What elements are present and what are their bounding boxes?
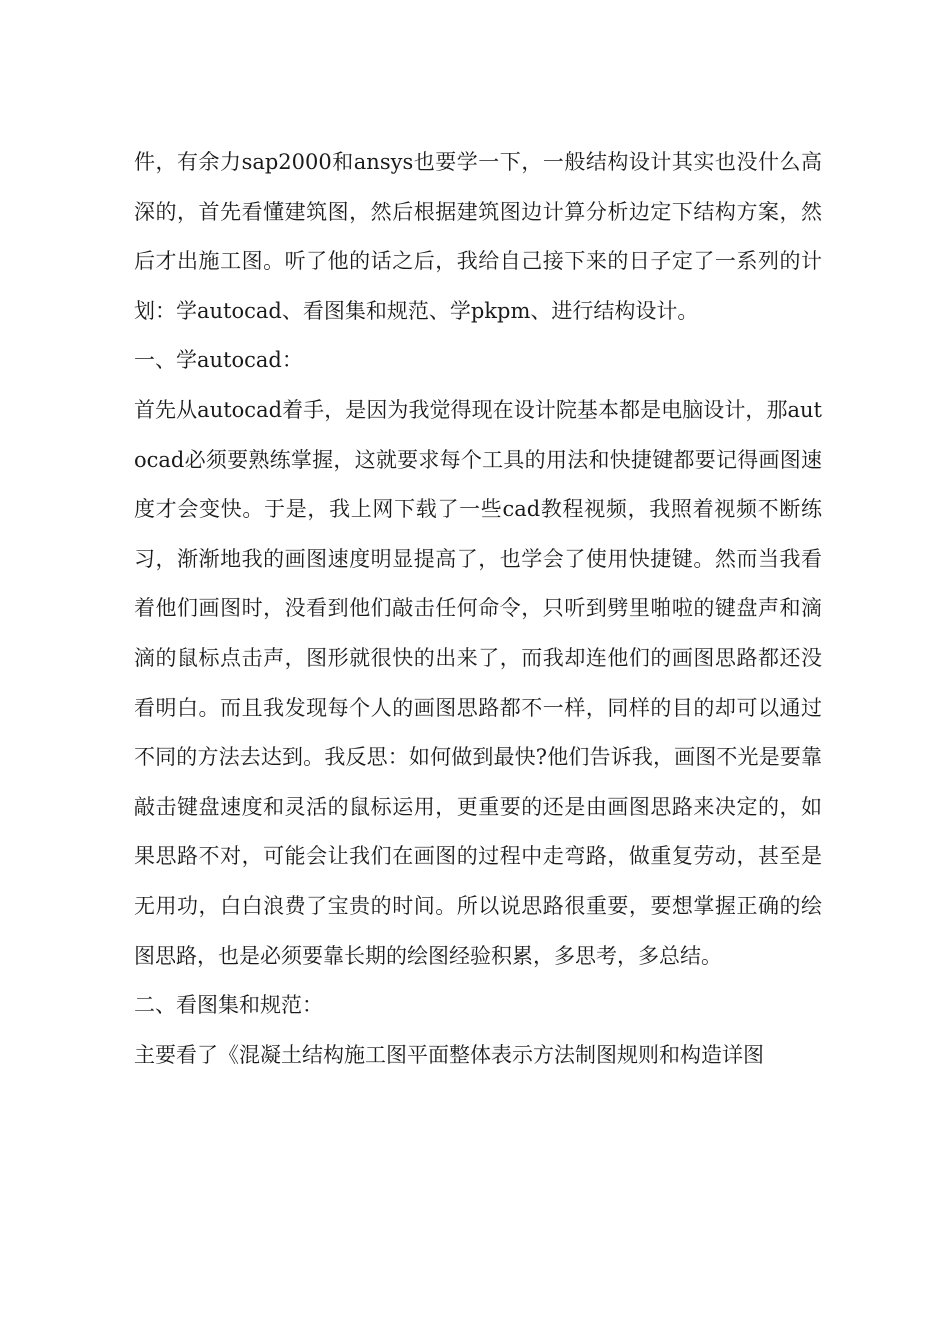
section-heading-atlas-and-codes: 二、看图集和规范： xyxy=(134,993,323,1018)
paragraph-atlas-and-codes: 主要看了《混凝土结构施工图平面整体表示方法制图规则和构造详图 xyxy=(134,1042,764,1067)
section-heading-autocad: 一、学autocad： xyxy=(134,348,303,373)
paragraph-autocad: 首先从autocad着手，是因为我觉得现在设计院基本都是电脑设计，那autocad必须要熟练掌握，这就要求每个工具的用法和快捷键都要记得画图速度才会变快。于是，我上网下载了一些cad教程视频，我照着视频不断练习，渐渐地我的画图速度明显提高了，也学会了使用快捷键。然而当我看着他们画图时，没看到他们敲击任何命令，只听到劈里啪啦的键盘声和滴滴的鼠标点击声，图形就很快的出来了，而我却连他们的画图思路都还没看明白。而且我发现每个人的画图思路都不一样，同样的目的却可以通过不同的方法去达到。我反思：如何做到最快?他们告诉我，画图不光是要靠敲击键盘速度和灵活的鼠标运用，更重要的还是由画图思路来决定的，如果思路不对，可能会让我们在画图的过程中走弯路，做重复劳动，甚至是无用功，白白浪费了宝贵的时间。所以说思路很重要，要想掌握正确的绘图思路，也是必须要靠长期的绘图经验积累，多思考，多总结。 xyxy=(134,397,822,968)
document-body xyxy=(134,138,822,1080)
paragraph-intro-continued: 件，有余力sap2000和ansys也要学一下，一般结构设计其实也没什么高深的，首先看懂建筑图，然后根据建筑图边计算分析边定下结构方案，然后才出施工图。听了他的话之后，我给自己接下来的日子定了一系列的计划：学autocad、看图集和规范、学pkpm、进行结构设计。 xyxy=(134,150,822,323)
